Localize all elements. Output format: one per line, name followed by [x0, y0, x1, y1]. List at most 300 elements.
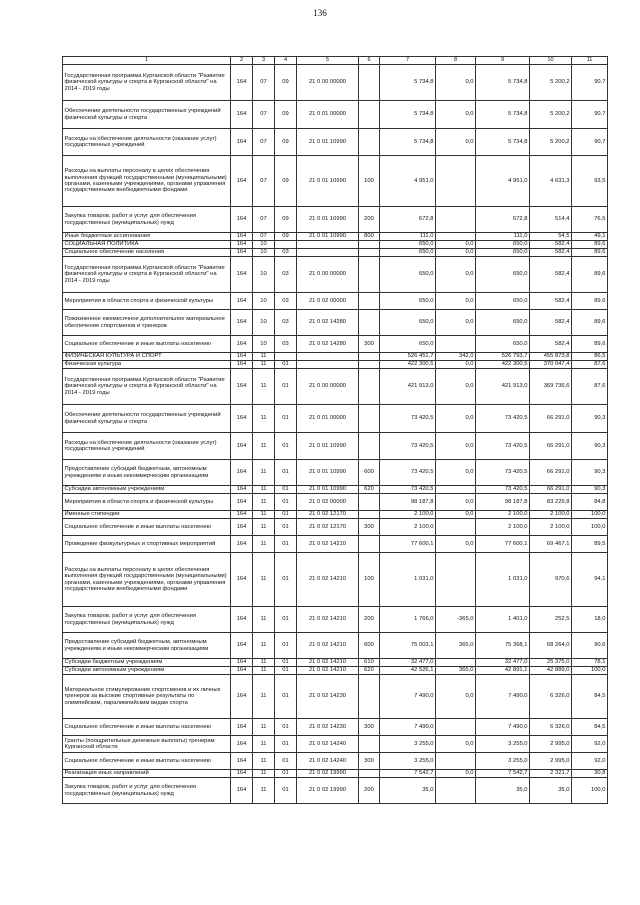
cell-refined: 75 368,1 [476, 633, 530, 659]
cell-section: 11 [253, 405, 275, 433]
cell-expense-type [359, 293, 380, 310]
cell-percent: 78,1 [572, 659, 608, 667]
row-name: Пожизненное ежемесячное дополнительное материальное обеспечение спортсменов и тренеров [63, 310, 231, 336]
row-name: Закупка товаров, работ и услуг для обеспечения государственных (муниципальных) нужд [63, 778, 231, 804]
cell-approved: 421 913,0 [380, 369, 436, 405]
row-name: Государственная программа Курганской области "Развитие физической культуры и спорта в Курганской области" на 2014 - 2019 годы [63, 369, 231, 405]
cell-executed: 6 326,0 [530, 675, 572, 719]
cell-percent: 90,7 [572, 101, 608, 129]
cell-expense-type: 200 [359, 778, 380, 804]
cell-refined: 422 300,5 [476, 361, 530, 369]
cell-percent: 89,6 [572, 257, 608, 293]
cell-expense-type: 300 [359, 753, 380, 770]
cell-executed: 5 200,2 [530, 101, 572, 129]
cell-grbs: 164 [231, 753, 253, 770]
row-name: Закупка товаров, работ и услуг для обеспечения государственных (муниципальных) нужд [63, 207, 231, 233]
cell-executed: 5 200,2 [530, 65, 572, 101]
table-row [63, 607, 608, 633]
cell-section: 07 [253, 101, 275, 129]
cell-grbs: 164 [231, 361, 253, 369]
cell-percent: 89,5 [572, 536, 608, 553]
cell-grbs: 164 [231, 494, 253, 511]
cell-approved: 2 100,0 [380, 519, 436, 536]
cell-section: 11 [253, 353, 275, 361]
cell-subsection: 01 [275, 667, 297, 675]
table-row [63, 353, 608, 361]
cell-target-article: 21 0 02 14210 [297, 607, 359, 633]
cell-percent: 93,5 [572, 156, 608, 207]
table-row [63, 770, 608, 778]
cell-section: 10 [253, 310, 275, 336]
cell-subsection: 01 [275, 536, 297, 553]
column-header: 7 [380, 57, 436, 65]
cell-executed: 582,4 [530, 257, 572, 293]
table-row [63, 736, 608, 753]
cell-subsection: 09 [275, 233, 297, 241]
cell-change [436, 778, 476, 804]
cell-refined: 5 734,8 [476, 129, 530, 156]
cell-section: 11 [253, 519, 275, 536]
cell-percent: 92,0 [572, 736, 608, 753]
cell-section: 11 [253, 369, 275, 405]
cell-executed: 970,6 [530, 553, 572, 607]
cell-grbs: 164 [231, 369, 253, 405]
cell-change [436, 233, 476, 241]
cell-target-article: 21 0 02 14210 [297, 536, 359, 553]
cell-expense-type [359, 433, 380, 460]
cell-approved: 7 490,0 [380, 719, 436, 736]
cell-approved: 422 300,5 [380, 361, 436, 369]
cell-change: 0,0 [436, 405, 476, 433]
cell-expense-type [359, 101, 380, 129]
row-name: Мероприятия в области спорта и физической культуры [63, 293, 231, 310]
cell-target-article: 21 0 02 14210 [297, 659, 359, 667]
cell-change: 365,0 [436, 667, 476, 675]
cell-target-article: 21 0 02 14210 [297, 553, 359, 607]
table-row [63, 405, 608, 433]
cell-section: 11 [253, 433, 275, 460]
cell-expense-type [359, 129, 380, 156]
cell-executed: 6 326,0 [530, 719, 572, 736]
column-header: 11 [572, 57, 608, 65]
cell-subsection: 01 [275, 361, 297, 369]
table-row [63, 310, 608, 336]
cell-target-article [297, 361, 359, 369]
cell-executed: 5 200,2 [530, 129, 572, 156]
cell-executed: 66 291,0 [530, 405, 572, 433]
cell-executed: 2 995,0 [530, 753, 572, 770]
cell-change: 0,0 [436, 293, 476, 310]
cell-grbs: 164 [231, 659, 253, 667]
cell-approved: 650,0 [380, 293, 436, 310]
cell-subsection: 09 [275, 129, 297, 156]
cell-subsection: 01 [275, 719, 297, 736]
table-row [63, 249, 608, 257]
cell-expense-type: 100 [359, 553, 380, 607]
column-header: 10 [530, 57, 572, 65]
cell-grbs: 164 [231, 257, 253, 293]
cell-percent: 49,1 [572, 233, 608, 241]
cell-grbs: 164 [231, 233, 253, 241]
cell-section: 11 [253, 486, 275, 494]
cell-target-article [297, 353, 359, 361]
row-name: Иные бюджетные ассигнования [63, 233, 231, 241]
cell-grbs: 164 [231, 553, 253, 607]
cell-change: 0,0 [436, 65, 476, 101]
cell-expense-type [359, 736, 380, 753]
cell-target-article: 21 0 01 10990 [297, 129, 359, 156]
cell-refined: 526 793,7 [476, 353, 530, 361]
cell-section: 11 [253, 753, 275, 770]
cell-expense-type: 300 [359, 719, 380, 736]
cell-section: 10 [253, 336, 275, 353]
cell-target-article: 21 0 01 10990 [297, 233, 359, 241]
cell-executed: 2 321,7 [530, 770, 572, 778]
cell-executed: 514,4 [530, 207, 572, 233]
cell-grbs: 164 [231, 486, 253, 494]
cell-subsection: 01 [275, 460, 297, 486]
cell-percent: 86,5 [572, 353, 608, 361]
cell-approved: 5 734,8 [380, 65, 436, 101]
cell-executed: 582,4 [530, 336, 572, 353]
table-row [63, 536, 608, 553]
cell-subsection: 01 [275, 369, 297, 405]
table-body [63, 65, 608, 804]
cell-grbs: 164 [231, 293, 253, 310]
cell-change: 0,0 [436, 460, 476, 486]
cell-section: 10 [253, 293, 275, 310]
cell-target-article: 21 0 02 14240 [297, 753, 359, 770]
cell-grbs: 164 [231, 101, 253, 129]
cell-change: 365,0 [436, 633, 476, 659]
row-name: СОЦИАЛЬНАЯ ПОЛИТИКА [63, 241, 231, 249]
cell-refined: 1 031,0 [476, 553, 530, 607]
cell-target-article: 21 0 02 14240 [297, 736, 359, 753]
row-name: Предоставление субсидий бюджетным, автономным учреждениям и иным некоммерческим организациям [63, 460, 231, 486]
cell-grbs: 164 [231, 156, 253, 207]
cell-grbs: 164 [231, 778, 253, 804]
cell-expense-type [359, 310, 380, 336]
cell-expense-type: 300 [359, 336, 380, 353]
cell-target-article: 21 0 02 14230 [297, 675, 359, 719]
cell-refined: 4 951,0 [476, 156, 530, 207]
table-row [63, 486, 608, 494]
cell-approved: 73 420,5 [380, 405, 436, 433]
row-name: Расходы на выплаты персоналу в целях обеспечения выполнения функций государственными (муниципальными) органами, казенными учреждениями, органами управления государственными внебюджетными фондами [63, 156, 231, 207]
table-row [63, 156, 608, 207]
cell-section: 07 [253, 233, 275, 241]
budget-table [62, 56, 608, 804]
cell-approved: 73 420,5 [380, 433, 436, 460]
cell-subsection: 03 [275, 310, 297, 336]
row-name: ФИЗИЧЕСКАЯ КУЛЬТУРА И СПОРТ [63, 353, 231, 361]
cell-percent: 89,6 [572, 241, 608, 249]
cell-approved: 526 451,7 [380, 353, 436, 361]
cell-subsection: 01 [275, 633, 297, 659]
cell-expense-type: 620 [359, 486, 380, 494]
cell-grbs: 164 [231, 310, 253, 336]
cell-approved: 650,0 [380, 257, 436, 293]
cell-executed: 42 889,0 [530, 667, 572, 675]
row-name: Расходы на выплаты персоналу в целях обеспечения выполнения функций государственными (муниципальными) органами, казенными учреждениями, органами управления государственными внебюджетными фондами [63, 553, 231, 607]
column-header: 5 [297, 57, 359, 65]
cell-refined: 5 734,8 [476, 101, 530, 129]
cell-change [436, 156, 476, 207]
cell-change: 0,0 [436, 536, 476, 553]
cell-subsection: 01 [275, 778, 297, 804]
cell-section: 11 [253, 494, 275, 511]
cell-subsection: 03 [275, 257, 297, 293]
cell-expense-type [359, 494, 380, 511]
cell-refined: 650,0 [476, 257, 530, 293]
column-header: 6 [359, 57, 380, 65]
cell-subsection: 01 [275, 753, 297, 770]
cell-refined: 2 100,0 [476, 511, 530, 519]
cell-subsection: 09 [275, 101, 297, 129]
cell-expense-type [359, 249, 380, 257]
cell-percent: 94,1 [572, 553, 608, 607]
cell-grbs: 164 [231, 519, 253, 536]
cell-expense-type: 200 [359, 607, 380, 633]
cell-expense-type: 610 [359, 659, 380, 667]
table-row [63, 667, 608, 675]
cell-approved: 35,0 [380, 778, 436, 804]
cell-change: 0,0 [436, 101, 476, 129]
cell-change [436, 553, 476, 607]
cell-approved: 42 526,1 [380, 667, 436, 675]
cell-change: 0,0 [436, 511, 476, 519]
cell-executed: 582,4 [530, 241, 572, 249]
cell-expense-type [359, 257, 380, 293]
cell-section: 11 [253, 536, 275, 553]
cell-expense-type: 600 [359, 633, 380, 659]
cell-percent: 89,6 [572, 249, 608, 257]
table-row [63, 336, 608, 353]
cell-refined: 7 490,0 [476, 719, 530, 736]
cell-percent: 18,0 [572, 607, 608, 633]
cell-expense-type: 300 [359, 519, 380, 536]
table-row [63, 753, 608, 770]
table-row [63, 433, 608, 460]
row-name: Расходы на обеспечение деятельности (оказание услуг) государственных учреждений [63, 433, 231, 460]
cell-percent: 76,5 [572, 207, 608, 233]
cell-approved: 77 600,1 [380, 536, 436, 553]
table-row [63, 460, 608, 486]
cell-refined: 77 600,1 [476, 536, 530, 553]
cell-target-article [297, 249, 359, 257]
cell-approved: 7 490,0 [380, 675, 436, 719]
cell-percent: 90,3 [572, 433, 608, 460]
cell-expense-type: 100 [359, 156, 380, 207]
cell-section: 11 [253, 778, 275, 804]
row-name: Гранты (поощрительные денежные выплаты) тренерам Курганской области [63, 736, 231, 753]
cell-change: 0,0 [436, 249, 476, 257]
cell-expense-type: 800 [359, 233, 380, 241]
cell-grbs: 164 [231, 719, 253, 736]
cell-target-article: 21 0 01 10990 [297, 156, 359, 207]
cell-target-article: 21 0 02 19990 [297, 778, 359, 804]
cell-subsection [275, 353, 297, 361]
table-row [63, 553, 608, 607]
table-row [63, 207, 608, 233]
cell-percent: 87,6 [572, 361, 608, 369]
cell-executed: 2 995,0 [530, 736, 572, 753]
cell-executed: 83 229,8 [530, 494, 572, 511]
cell-expense-type [359, 353, 380, 361]
cell-change: 0,0 [436, 129, 476, 156]
cell-subsection: 01 [275, 736, 297, 753]
cell-change [436, 753, 476, 770]
cell-section: 07 [253, 65, 275, 101]
cell-refined: 5 734,8 [476, 65, 530, 101]
table-row [63, 241, 608, 249]
row-name: Реализация иных направлений [63, 770, 231, 778]
cell-executed: 66 291,0 [530, 433, 572, 460]
column-header: 8 [436, 57, 476, 65]
cell-subsection: 09 [275, 207, 297, 233]
cell-approved: 5 734,8 [380, 129, 436, 156]
cell-subsection: 03 [275, 293, 297, 310]
cell-percent: 92,0 [572, 753, 608, 770]
cell-target-article: 21 0 02 00000 [297, 293, 359, 310]
cell-change: 0,0 [436, 433, 476, 460]
cell-approved: 650,0 [380, 241, 436, 249]
cell-refined: 42 891,1 [476, 667, 530, 675]
cell-refined: 111,0 [476, 233, 530, 241]
table-row [63, 519, 608, 536]
cell-target-article: 21 0 00 00000 [297, 369, 359, 405]
cell-change: 0,0 [436, 770, 476, 778]
cell-refined: 73 420,5 [476, 433, 530, 460]
row-name: Социальное обеспечение и иные выплаты населению [63, 719, 231, 736]
cell-percent: 89,6 [572, 293, 608, 310]
cell-target-article: 21 0 02 12170 [297, 519, 359, 536]
row-name: Материальное стимулирование спортсменов и их личных тренеров за высокие спортивные результаты по олимпийским, паралимпийским видам спорта [63, 675, 231, 719]
cell-subsection: 01 [275, 511, 297, 519]
cell-percent: 90,7 [572, 65, 608, 101]
cell-executed: 66 291,0 [530, 486, 572, 494]
table-row [63, 257, 608, 293]
cell-refined: 650,0 [476, 293, 530, 310]
row-name: Государственная программа Курганской области "Развитие физической культуры и спорта в Курганской области" на 2014 - 2019 годы [63, 257, 231, 293]
table-row [63, 361, 608, 369]
cell-section: 10 [253, 249, 275, 257]
cell-refined: 73 420,5 [476, 486, 530, 494]
cell-refined: 650,0 [476, 241, 530, 249]
cell-expense-type: 200 [359, 207, 380, 233]
cell-executed: 69 467,1 [530, 536, 572, 553]
cell-executed: 68 264,0 [530, 633, 572, 659]
column-header: 4 [275, 57, 297, 65]
table-row [63, 101, 608, 129]
cell-subsection: 09 [275, 65, 297, 101]
row-name: Расходы на обеспечение деятельности (оказание услуг) государственных учреждений [63, 129, 231, 156]
cell-refined: 73 420,5 [476, 460, 530, 486]
row-name: Субсидии бюджетным учреждениям [63, 659, 231, 667]
cell-change [436, 207, 476, 233]
cell-target-article: 21 0 00 00000 [297, 65, 359, 101]
cell-grbs: 164 [231, 129, 253, 156]
cell-target-article: 21 0 01 10990 [297, 433, 359, 460]
row-name: Именные стипендии [63, 511, 231, 519]
cell-approved: 7 542,7 [380, 770, 436, 778]
cell-refined: 3 255,0 [476, 736, 530, 753]
cell-executed: 35,0 [530, 778, 572, 804]
cell-grbs: 164 [231, 667, 253, 675]
cell-target-article: 21 0 02 14230 [297, 719, 359, 736]
cell-section: 11 [253, 511, 275, 519]
cell-expense-type: 620 [359, 667, 380, 675]
cell-change: 0,0 [436, 257, 476, 293]
cell-target-article: 21 0 01 10990 [297, 207, 359, 233]
cell-grbs: 164 [231, 511, 253, 519]
cell-percent: 100,0 [572, 778, 608, 804]
cell-grbs: 164 [231, 353, 253, 361]
cell-approved: 98 187,8 [380, 494, 436, 511]
cell-grbs: 164 [231, 736, 253, 753]
cell-grbs: 164 [231, 607, 253, 633]
cell-change: 0,0 [436, 241, 476, 249]
table-row [63, 659, 608, 667]
cell-subsection: 03 [275, 249, 297, 257]
cell-grbs: 164 [231, 460, 253, 486]
cell-executed: 25 375,0 [530, 659, 572, 667]
cell-grbs: 164 [231, 207, 253, 233]
cell-grbs: 164 [231, 770, 253, 778]
cell-target-article: 21 0 02 14280 [297, 310, 359, 336]
cell-expense-type [359, 675, 380, 719]
row-name: Социальное обеспечение населения [63, 249, 231, 257]
table-row [63, 129, 608, 156]
table-row [63, 494, 608, 511]
cell-section: 11 [253, 553, 275, 607]
cell-percent: 100,0 [572, 667, 608, 675]
cell-grbs: 164 [231, 536, 253, 553]
cell-grbs: 164 [231, 241, 253, 249]
cell-approved: 73 420,5 [380, 460, 436, 486]
cell-target-article: 21 0 01 10990 [297, 460, 359, 486]
cell-subsection: 01 [275, 675, 297, 719]
header-row [63, 57, 608, 65]
cell-refined: 7 490,0 [476, 675, 530, 719]
cell-section: 11 [253, 460, 275, 486]
row-name: Мероприятия в области спорта и физической культуры [63, 494, 231, 511]
cell-grbs: 164 [231, 249, 253, 257]
column-header: 2 [231, 57, 253, 65]
cell-change: 0,0 [436, 675, 476, 719]
cell-percent: 87,6 [572, 369, 608, 405]
cell-section: 10 [253, 257, 275, 293]
cell-target-article: 21 0 01 10990 [297, 486, 359, 494]
cell-refined: 2 100,0 [476, 519, 530, 536]
cell-target-article [297, 241, 359, 249]
table-row [63, 293, 608, 310]
cell-section: 11 [253, 633, 275, 659]
cell-refined: 650,0 [476, 336, 530, 353]
cell-section: 11 [253, 719, 275, 736]
cell-approved: 1 031,0 [380, 553, 436, 607]
cell-executed: 370 047,4 [530, 361, 572, 369]
cell-executed: 4 631,3 [530, 156, 572, 207]
cell-target-article: 21 0 02 12170 [297, 511, 359, 519]
cell-refined: 421 913,0 [476, 369, 530, 405]
row-name: Предоставление субсидий бюджетным, автономным учреждениям и иным некоммерческим организациям [63, 633, 231, 659]
cell-subsection: 01 [275, 433, 297, 460]
cell-executed: 2 100,0 [530, 511, 572, 519]
cell-target-article: 21 0 02 14280 [297, 336, 359, 353]
row-name: Государственная программа Курганской области "Развитие физической культуры и спорта в Курганской области" на 2014 - 2019 годы [63, 65, 231, 101]
cell-percent: 84,5 [572, 719, 608, 736]
